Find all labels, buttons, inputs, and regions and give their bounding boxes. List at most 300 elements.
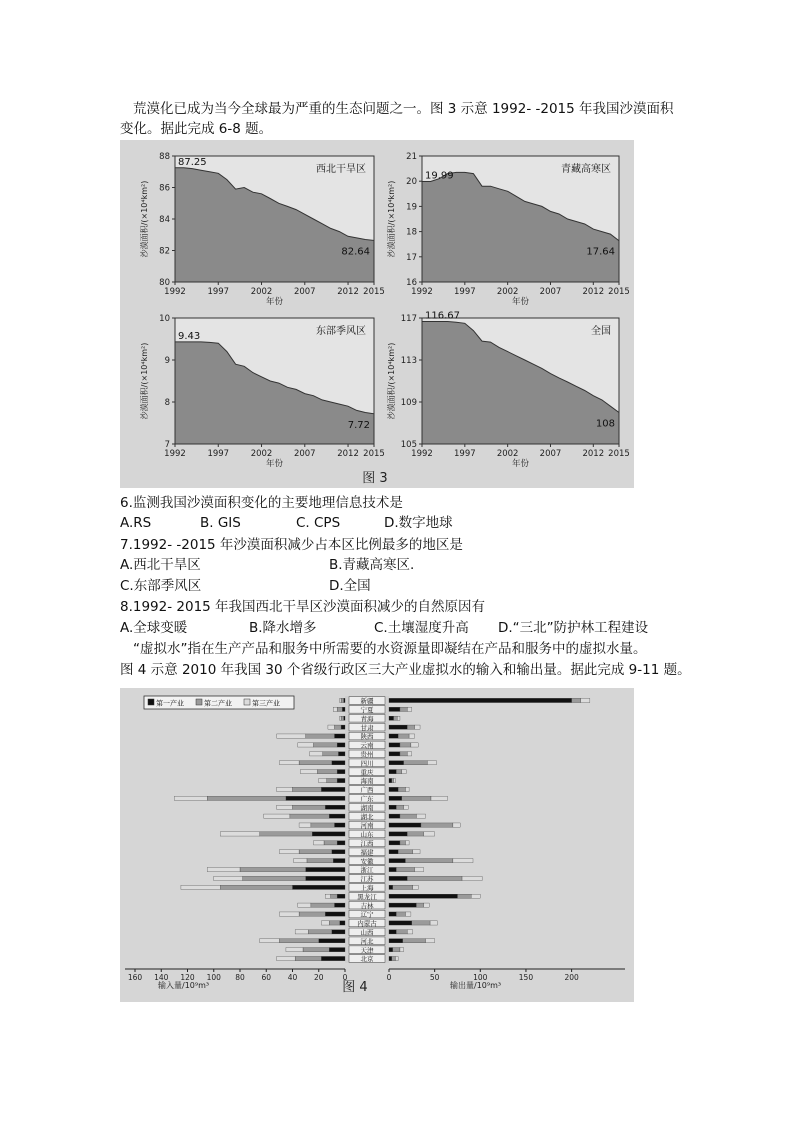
input-axis-tick-label: 140 [154, 973, 169, 982]
input-axis-tick-label: 160 [127, 973, 143, 982]
x-tick-label: 1997 [207, 287, 230, 297]
input-bar-segment [299, 823, 311, 827]
virtual-water-line-2: 图 4 示意 2010 年我国 30 个省级行政区三大产业虚拟水的输入和输出量。据此完成 9-11 题。 [120, 662, 691, 678]
province-label: 江西 [360, 839, 374, 848]
input-bar-segment [311, 903, 335, 907]
input-bar-segment [342, 707, 345, 711]
input-bar-segment [279, 912, 299, 916]
output-bar-segment [430, 921, 437, 925]
province-label: 青海 [360, 714, 374, 723]
input-bar-segment [333, 859, 345, 863]
province-label: 山西 [360, 928, 374, 937]
output-bar-segment [413, 885, 418, 889]
virtual-water-line-1: “虚拟水”指在生产产品和服务中所需要的水资源量即凝结在产品和服务中的虚拟水量。 [133, 641, 647, 657]
input-bar-segment [340, 921, 345, 925]
province-label: 新疆 [360, 697, 374, 706]
x-tick-label: 2012 [337, 449, 359, 459]
output-bar-segment [416, 814, 425, 818]
figure-3 [120, 140, 634, 488]
output-bar-segment [393, 948, 400, 952]
intro-line-1: 荒漠化已成为当今全球最为严重的生态问题之一。图 3 示意 1992- -2015 年我国沙漠面积 [133, 101, 674, 117]
output-bar-segment [395, 956, 398, 960]
output-bar-segment [411, 743, 418, 747]
y-tick-label: 80 [159, 278, 170, 288]
input-bar-segment [324, 841, 337, 845]
input-bar-segment [341, 698, 344, 702]
x-tick-label: 2002 [496, 287, 519, 297]
output-bar-segment [389, 930, 396, 934]
panel-title: 全国 [591, 326, 611, 337]
output-bar-segment [389, 841, 400, 845]
output-bar-segment [457, 894, 471, 898]
start-value-label: 19.99 [425, 170, 454, 182]
province-label: 黑龙江 [357, 892, 377, 901]
input-bar-segment [327, 778, 338, 782]
output-bar-segment [389, 743, 400, 747]
input-bar-segment [314, 743, 338, 747]
input-bar-segment [344, 716, 345, 720]
output-bar-segment [389, 725, 407, 729]
input-bar-segment [243, 876, 306, 880]
input-bar-segment [174, 796, 207, 800]
province-label: 陕西 [360, 732, 374, 741]
output-bar-segment [407, 707, 412, 711]
output-bar-segment [389, 787, 398, 791]
input-bar-segment [323, 752, 339, 756]
figure-3-caption: 图 3 [362, 471, 388, 486]
input-bar-segment [299, 850, 332, 854]
output-bar-segment [407, 752, 412, 756]
input-bar-segment [329, 921, 340, 925]
output-bar-segment [407, 876, 462, 880]
output-bar-segment [431, 796, 447, 800]
output-bar-segment [421, 823, 453, 827]
output-bar-segment [400, 707, 407, 711]
x-tick-label: 2007 [293, 449, 316, 459]
input-bar-segment [338, 752, 345, 756]
q6-option-d: D.数字地球 [384, 515, 453, 531]
y-tick-label: 7 [164, 440, 170, 450]
input-bar-segment [308, 930, 332, 934]
y-tick-label: 8 [164, 398, 170, 408]
panel-4 [386, 310, 630, 469]
province-label: 浙江 [360, 866, 374, 875]
y-axis-label: 沙漠面积/(×10⁴km²) [140, 180, 149, 258]
output-bar-segment [462, 876, 482, 880]
output-bar-segment [396, 912, 405, 916]
output-bar-segment [572, 698, 581, 702]
output-bar-segment [389, 850, 398, 854]
input-bar-segment [279, 939, 318, 943]
input-bar-segment [277, 787, 293, 791]
input-bar-segment [332, 761, 345, 765]
output-bar-segment [409, 734, 414, 738]
output-bar-segment [396, 805, 403, 809]
input-bar-segment [290, 814, 329, 818]
q7-option-c: C.东部季风区 [120, 578, 202, 594]
output-bar-segment [397, 716, 400, 720]
figure-3-chart [120, 140, 634, 488]
input-bar-segment [329, 948, 345, 952]
input-bar-segment [332, 850, 345, 854]
output-axis-tick-label: 200 [564, 973, 579, 982]
input-bar-segment [279, 761, 299, 765]
province-label: 海南 [360, 777, 374, 786]
input-bar-segment [341, 716, 344, 720]
province-label: 吉林 [360, 901, 374, 910]
output-bar-segment [392, 956, 396, 960]
legend-swatch [244, 699, 250, 705]
province-label: 河南 [360, 821, 374, 830]
output-bar-segment [389, 770, 396, 774]
output-bar-segment [581, 698, 590, 702]
input-bar-segment [329, 814, 345, 818]
q7-option-a: A.西北干旱区 [120, 557, 201, 573]
input-bar-segment [207, 867, 240, 871]
q6-option-c: C. CPS [296, 515, 341, 531]
x-tick-label: 2012 [582, 449, 605, 459]
output-bar-segment [402, 796, 431, 800]
output-bar-segment [402, 770, 407, 774]
y-tick-label: 88 [159, 152, 170, 162]
output-bar-segment [404, 805, 409, 809]
output-bar-segment [389, 912, 396, 916]
output-bar-segment [453, 823, 460, 827]
output-axis-tick-label: 150 [518, 973, 534, 982]
input-axis-tick-label: 80 [235, 973, 245, 982]
x-axis-label: 年份 [511, 459, 530, 469]
output-bar-segment [413, 850, 420, 854]
output-bar-segment [405, 859, 452, 863]
province-label: 福建 [360, 848, 374, 857]
output-bar-segment [389, 814, 400, 818]
province-label: 贵州 [360, 750, 374, 759]
legend-swatch [196, 699, 202, 705]
input-bar-segment [214, 876, 243, 880]
input-bar-segment [306, 734, 335, 738]
output-bar-segment [396, 867, 414, 871]
input-bar-segment [303, 948, 329, 952]
input-bar-segment [344, 698, 345, 702]
output-bar-segment [400, 752, 407, 756]
input-bar-segment [321, 956, 345, 960]
province-label: 内蒙古 [357, 919, 377, 928]
output-bar-segment [400, 841, 405, 845]
start-value-label: 9.43 [178, 330, 201, 342]
output-bar-segment [407, 930, 412, 934]
input-bar-segment [332, 930, 345, 934]
output-bar-segment [389, 778, 392, 782]
output-bar-segment [389, 761, 404, 765]
province-label: 北京 [360, 955, 374, 964]
province-label: 广西 [360, 786, 374, 795]
figure-4 [120, 688, 634, 1002]
legend-label: 第一产业 [156, 699, 184, 708]
province-label: 山东 [360, 830, 374, 839]
output-bar-segment [407, 832, 423, 836]
output-bar-segment [389, 876, 407, 880]
x-tick-label: 2015 [608, 449, 630, 459]
output-bar-segment [398, 734, 409, 738]
q7-option-d: D.全国 [329, 578, 371, 594]
province-label: 甘肃 [360, 723, 374, 732]
province-label: 上海 [360, 883, 374, 892]
input-bar-segment [293, 787, 322, 791]
x-tick-label: 2007 [539, 287, 562, 297]
input-bar-segment [319, 778, 327, 782]
q7-option-b: B.青藏高寒区. [329, 557, 415, 573]
x-axis-label: 年份 [265, 459, 284, 469]
output-bar-segment [389, 948, 393, 952]
output-bar-segment [403, 939, 426, 943]
input-bar-segment [312, 832, 345, 836]
legend-label: 第二产业 [204, 699, 232, 708]
panel-1 [139, 152, 385, 307]
x-tick-label: 1997 [454, 449, 476, 459]
x-tick-label: 2015 [608, 287, 630, 297]
input-bar-segment [337, 743, 345, 747]
province-label: 辽宁 [360, 910, 374, 919]
input-bar-segment [286, 796, 345, 800]
output-bar-segment [389, 956, 392, 960]
province-label: 湖南 [360, 803, 374, 812]
output-bar-segment [389, 698, 572, 702]
output-axis-tick-label: 100 [473, 973, 488, 982]
input-bar-segment [207, 796, 286, 800]
input-bar-segment [335, 734, 346, 738]
province-label: 重庆 [360, 768, 374, 777]
output-bar-segment [396, 770, 401, 774]
input-bar-segment [340, 698, 341, 702]
y-tick-label: 20 [406, 177, 417, 188]
province-label: 安徽 [360, 857, 374, 866]
input-bar-segment [307, 859, 333, 863]
question-8: 8.1992- 2015 年我国西北干旱区沙漠面积减少的自然原因有 [120, 599, 486, 615]
panel-title: 西北干旱区 [316, 164, 366, 175]
y-tick-label: 21 [406, 152, 417, 162]
input-bar-segment [286, 948, 303, 952]
input-bar-segment [298, 903, 311, 907]
input-bar-segment [220, 885, 292, 889]
input-bar-segment [260, 939, 280, 943]
output-bar-segment [405, 912, 410, 916]
output-bar-segment [389, 885, 393, 889]
input-bar-segment [325, 894, 330, 898]
input-axis-tick-label: 120 [180, 973, 195, 982]
output-bar-segment [416, 903, 423, 907]
input-bar-segment [321, 921, 329, 925]
input-bar-segment [299, 912, 325, 916]
x-tick-label: 2012 [337, 287, 359, 297]
end-value-label: 7.72 [347, 419, 370, 431]
input-bar-segment [341, 725, 345, 729]
input-bar-segment [295, 930, 308, 934]
input-bar-segment [337, 770, 345, 774]
x-tick-label: 2002 [250, 287, 273, 297]
y-axis-label: 沙漠面积/(×10⁴km²) [140, 342, 149, 420]
output-bar-segment [389, 894, 457, 898]
input-bar-segment [337, 707, 342, 711]
input-bar-segment [298, 743, 314, 747]
legend-label: 第三产业 [252, 699, 280, 708]
y-axis-label: 沙漠面积/(×10⁴km²) [387, 342, 396, 420]
output-bar-segment [389, 716, 394, 720]
panel-title: 青藏高寒区 [561, 164, 611, 175]
intro-line-2: 变化。据此完成 6-8 题。 [120, 121, 273, 137]
q8-option-c: C.土壤湿度升高 [374, 620, 469, 636]
output-bar-segment [389, 796, 402, 800]
x-tick-label: 1992 [411, 449, 433, 459]
input-bar-segment [306, 876, 345, 880]
figure-4-caption: 图 4 [342, 980, 368, 995]
output-bar-segment [393, 885, 413, 889]
input-bar-segment [277, 956, 295, 960]
x-tick-label: 2007 [293, 287, 316, 297]
output-bar-segment [471, 894, 480, 898]
question-7: 7.1992- -2015 年沙漠面积减少占本区比例最多的地区是 [120, 537, 463, 553]
output-bar-segment [389, 734, 398, 738]
output-bar-segment [392, 778, 394, 782]
x-axis-label: 年份 [511, 297, 530, 307]
y-tick-label: 16 [406, 278, 417, 288]
end-value-label: 108 [595, 418, 615, 430]
province-label: 湖北 [360, 812, 374, 821]
output-bar-segment [389, 921, 412, 925]
output-bar-segment [389, 939, 403, 943]
output-bar-segment [389, 805, 396, 809]
output-bar-segment [424, 903, 429, 907]
panel-2 [386, 152, 630, 307]
input-bar-segment [340, 716, 341, 720]
output-bar-segment [412, 921, 430, 925]
output-bar-segment [389, 752, 400, 756]
output-bar-segment [424, 832, 435, 836]
output-bar-segment [398, 850, 413, 854]
province-label: 广东 [360, 794, 374, 803]
input-bar-segment [321, 787, 345, 791]
input-bar-segment [295, 956, 321, 960]
input-bar-segment [220, 832, 259, 836]
output-axis-tick-label: 50 [429, 973, 440, 982]
province-label: 河北 [360, 937, 374, 946]
y-tick-label: 117 [400, 314, 417, 324]
output-bar-segment [400, 743, 411, 747]
q6-option-a: A.RS [120, 515, 152, 531]
x-tick-label: 2007 [539, 449, 562, 459]
input-bar-segment [264, 814, 290, 818]
y-tick-label: 10 [159, 314, 170, 324]
input-bar-segment [311, 823, 335, 827]
end-value-label: 17.64 [586, 246, 615, 258]
x-tick-label: 2015 [363, 449, 385, 459]
x-tick-label: 1997 [454, 287, 476, 297]
x-tick-label: 2015 [363, 287, 385, 297]
province-label: 云南 [360, 741, 374, 750]
panel-title: 东部季风区 [316, 326, 366, 337]
output-bar-segment [453, 859, 473, 863]
province-label: 宁夏 [360, 705, 374, 714]
input-axis-tick-label: 0 [342, 973, 348, 982]
output-bar-segment [400, 814, 416, 818]
figure-4-legend [144, 696, 294, 709]
input-bar-segment [181, 885, 220, 889]
input-axis-tick-label: 60 [261, 973, 272, 982]
input-axis-tick-label: 20 [313, 973, 324, 982]
input-bar-segment [335, 823, 346, 827]
input-bar-segment [299, 761, 332, 765]
y-tick-label: 105 [400, 440, 417, 450]
start-value-label: 87.25 [178, 156, 207, 168]
x-tick-label: 1992 [411, 287, 433, 297]
input-bar-segment [335, 725, 342, 729]
output-bar-segment [415, 725, 420, 729]
y-tick-label: 9 [164, 356, 170, 366]
question-6: 6.监测我国沙漠面积变化的主要地理信息技术是 [120, 495, 403, 511]
input-bar-segment [293, 805, 326, 809]
input-bar-segment [328, 725, 335, 729]
output-bar-segment [389, 823, 421, 827]
q8-option-a: A.全球变暖 [120, 620, 188, 636]
figure-4-input-label: 输入量/10⁹m³ [158, 981, 210, 990]
input-bar-segment [293, 885, 346, 889]
input-bar-segment [279, 850, 299, 854]
start-value-label: 116.67 [425, 310, 460, 322]
x-tick-label: 1992 [164, 449, 186, 459]
y-tick-label: 84 [159, 215, 170, 225]
input-bar-segment [310, 752, 323, 756]
x-tick-label: 2012 [582, 287, 605, 297]
y-axis-label: 沙漠面积/(×10⁴km²) [387, 180, 396, 258]
x-tick-label: 2002 [496, 449, 519, 459]
legend-swatch [148, 699, 154, 705]
x-axis-label: 年份 [265, 297, 284, 307]
y-tick-label: 17 [406, 252, 417, 263]
input-bar-segment [331, 894, 338, 898]
province-label: 四川 [360, 759, 374, 768]
output-bar-segment [407, 725, 414, 729]
output-bar-segment [389, 859, 405, 863]
y-tick-label: 113 [400, 356, 417, 366]
output-axis-tick-label: 0 [386, 973, 392, 982]
output-bar-segment [389, 707, 400, 711]
output-bar-segment [405, 787, 409, 791]
input-axis-tick-label: 40 [287, 973, 298, 982]
output-bar-segment [426, 939, 435, 943]
output-bar-segment [400, 948, 404, 952]
input-bar-segment [325, 805, 345, 809]
input-bar-segment [319, 939, 345, 943]
province-label: 天津 [360, 946, 374, 955]
figure-4-output-label: 输出量/10⁹m³ [450, 981, 502, 990]
output-bar-segment [415, 867, 424, 871]
x-tick-label: 2002 [250, 449, 273, 459]
province-label: 江苏 [360, 875, 374, 884]
output-bar-segment [396, 930, 407, 934]
input-bar-segment [300, 770, 317, 774]
q8-option-b: B.降水增多 [249, 620, 317, 636]
output-bar-segment [404, 761, 428, 765]
input-bar-segment [325, 912, 345, 916]
output-bar-segment [398, 787, 405, 791]
panel-3 [139, 314, 385, 469]
input-bar-segment [337, 778, 345, 782]
input-bar-segment [306, 867, 345, 871]
input-bar-segment [333, 707, 337, 711]
output-bar-segment [389, 903, 416, 907]
end-value-label: 82.64 [341, 246, 370, 258]
x-tick-label: 1997 [207, 449, 230, 459]
input-axis-tick-label: 100 [206, 973, 221, 982]
